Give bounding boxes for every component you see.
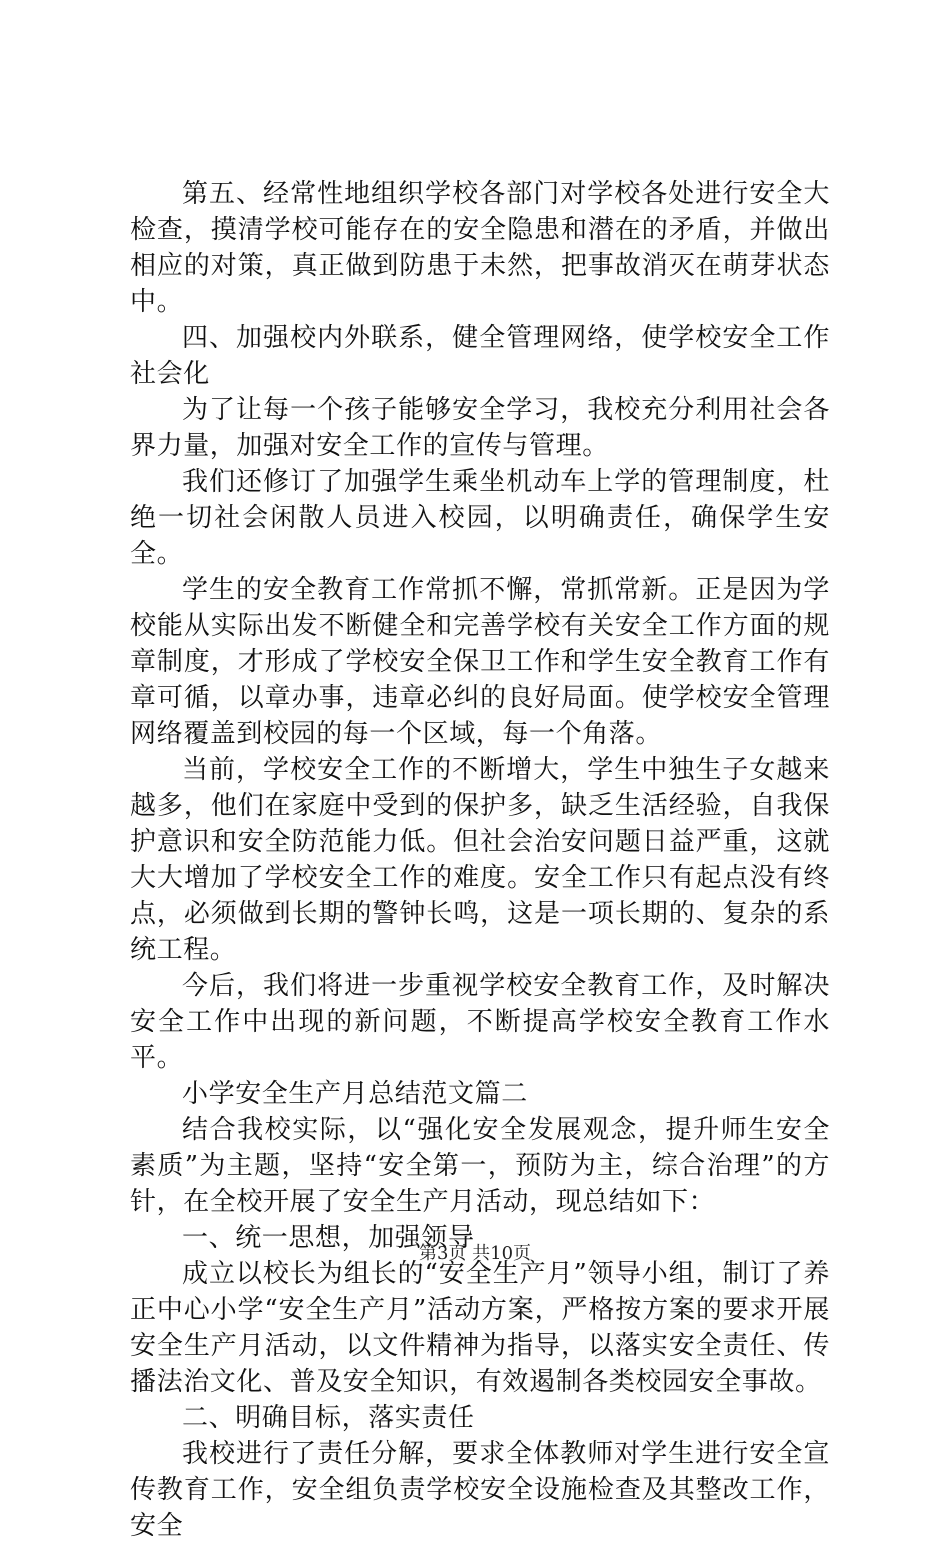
page-number-label: 第3页 共10页: [418, 1243, 532, 1264]
paragraph: 我们还修订了加强学生乘坐机动车上学的管理制度，杜绝一切社会闲散人员进入校园，以明确责任，确保学生安全。: [130, 467, 830, 569]
page-footer: [0, 1242, 950, 1266]
paragraph: 今后，我们将进一步重视学校安全教育工作，及时解决安全工作中出现的新问题，不断提高学校安全教育工作水平。: [130, 971, 830, 1073]
paragraph: 当前，学校安全工作的不断增大，学生中独生子女越来越多，他们在家庭中受到的保护多，缺乏生活经验，自我保护意识和安全防范能力低。但社会治安问题日益严重，这就大大增加了学校安全工作的难度。安全工作只有起点没有终点，必须做到长期的警钟长鸣，这是一项长期的、复杂的系统工程。: [130, 755, 830, 965]
section-heading: 二、明确目标，落实责任: [182, 1403, 475, 1433]
section-heading: 一、统一思想，加强领导: [182, 1223, 475, 1253]
paragraph: 结合我校实际，以“强化安全发展观念，提升师生安全素质”为主题，坚持“安全第一，预防为主，综合治理”的方针，在全校开展了安全生产月活动，现总结如下：: [130, 1115, 830, 1217]
paragraph: 学生的安全教育工作常抓不懈，常抓常新。正是因为学校能从实际出发不断健全和完善学校有关安全工作方面的规章制度，才形成了学校安全保卫工作和学生安全教育工作有章可循，以章办事，违章必纠的良好局面。使学校安全管理网络覆盖到校园的每一个区域，每一个角落。: [130, 575, 830, 749]
paragraph: 为了让每一个孩子能够安全学习，我校充分利用社会各界力量，加强对安全工作的宣传与管理。: [130, 395, 830, 461]
paragraph: 我校进行了责任分解，要求全体教师对学生进行安全宣传教育工作，安全组负责学校安全设施检查及其整改工作，安全: [130, 1439, 830, 1541]
document-body: [130, 176, 830, 1544]
paragraph: 成立以校长为组长的“安全生产月”领导小组，制订了养正中心小学“安全生产月”活动方案，严格按方案的要求开展安全生产月活动，以文件精神为指导，以落实安全责任、传播法治文化、普及安全知识，有效遏制各类校园安全事故。: [130, 1259, 830, 1397]
section-heading: 四、加强校内外联系，健全管理网络，使学校安全工作社会化: [130, 323, 830, 389]
article-title: 小学安全生产月总结范文篇二: [182, 1079, 528, 1109]
paragraph: 第五、经常性地组织学校各部门对学校各处进行安全大检查，摸清学校可能存在的安全隐患和潜在的矛盾，并做出相应的对策，真正做到防患于未然，把事故消灭在萌芽状态中。: [130, 179, 830, 317]
